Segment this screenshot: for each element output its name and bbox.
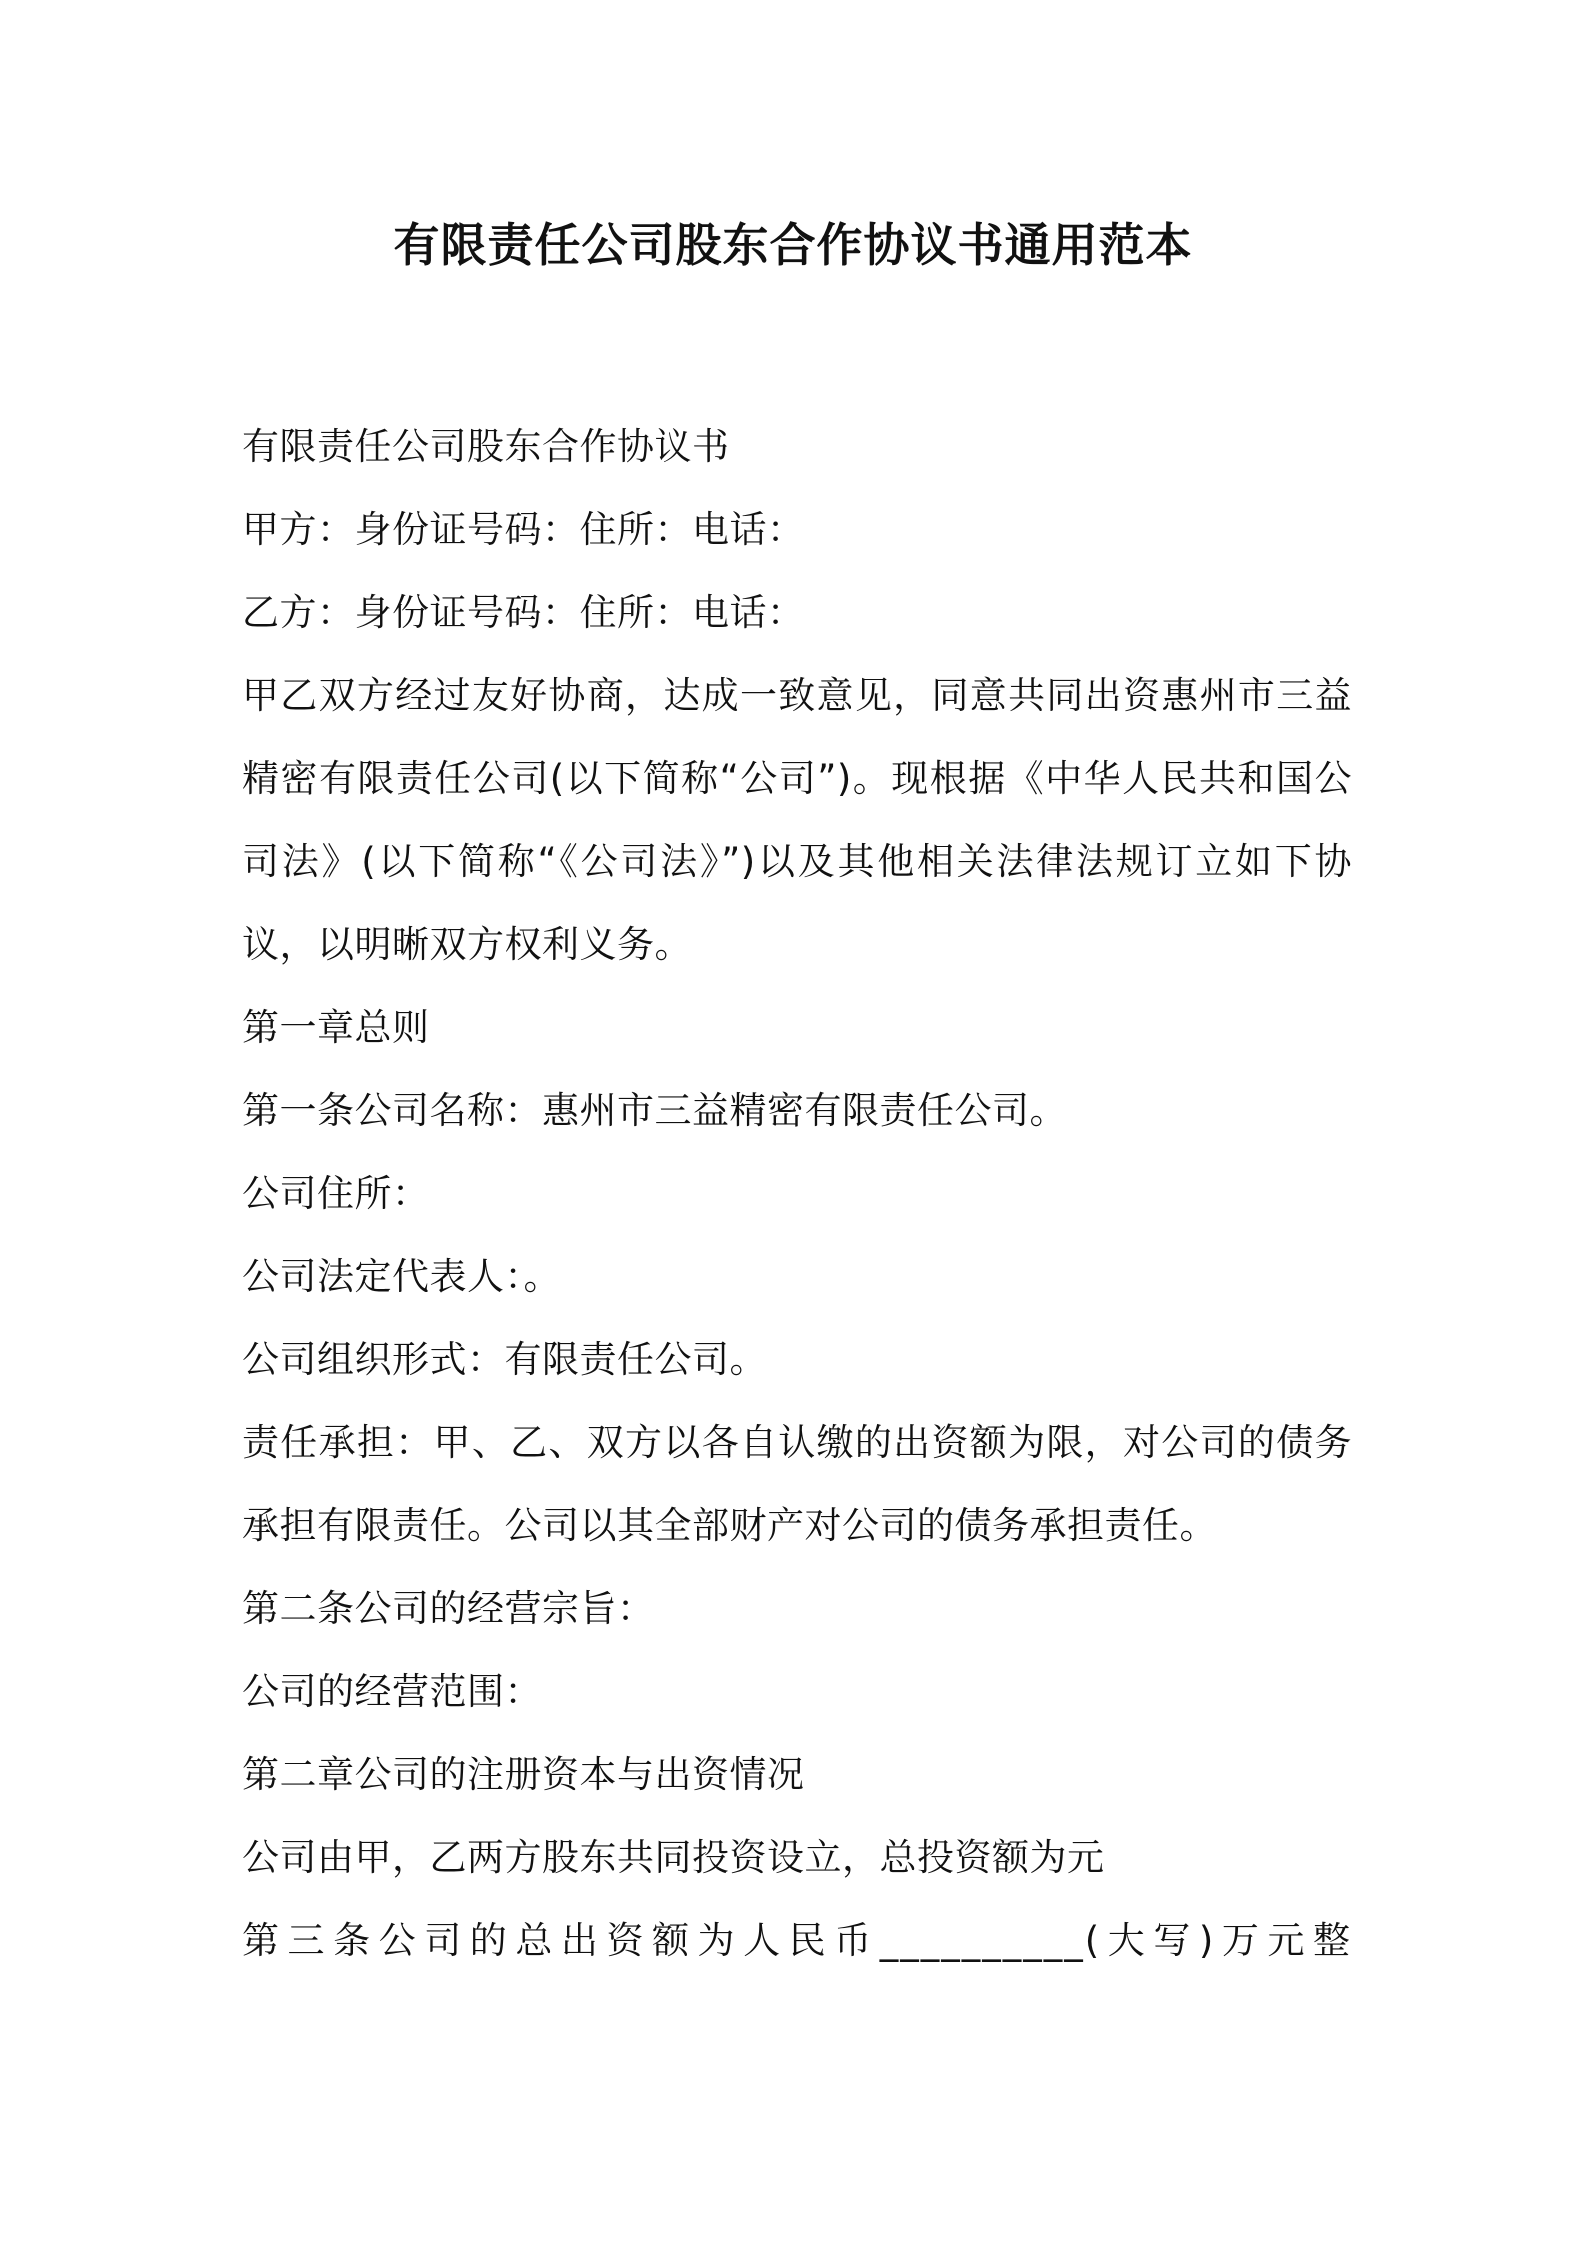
article-3-capital: 第三条公司的总出资额为人民币__________(大写)万元整 bbox=[242, 1919, 1352, 1962]
preamble-paragraph: 甲乙双方经过友好协商，达成一致意见，同意共同出资惠州市三益精密有限责任公司(以下简称“公司”)。现根据《中华人民共和国公司法》(以下简称“《公司法》”)以及其他相关法律法规订立如下协议，以明晰双方权利义务。 bbox=[242, 674, 1352, 966]
investment-line: 公司由甲，乙两方股东共同投资设立，总投资额为元 bbox=[242, 1836, 1105, 1879]
organization-form-line: 公司组织形式：有限责任公司。 bbox=[242, 1338, 767, 1381]
document-body bbox=[242, 405, 1352, 1982]
chapter-2-heading: 第二章公司的注册资本与出资情况 bbox=[242, 1753, 805, 1796]
business-scope-line: 公司的经营范围： bbox=[242, 1670, 542, 1713]
legal-representative-line: 公司法定代表人：。 bbox=[242, 1255, 561, 1298]
company-address-line: 公司住所： bbox=[242, 1172, 430, 1215]
party-a-line: 甲方：身份证号码：住所：电话： bbox=[242, 508, 805, 551]
liability-paragraph: 责任承担：甲、乙、双方以各自认缴的出资额为限，对公司的债务承担有限责任。公司以其全部财产对公司的债务承担责任。 bbox=[242, 1421, 1352, 1547]
agreement-heading: 有限责任公司股东合作协议书 bbox=[242, 425, 730, 468]
article-1-company-name: 第一条公司名称：惠州市三益精密有限责任公司。 bbox=[242, 1089, 1067, 1132]
article-2-purpose: 第二条公司的经营宗旨： bbox=[242, 1587, 655, 1630]
document-title: 有限责任公司股东合作协议书通用范本 bbox=[393, 218, 1193, 272]
party-b-line: 乙方：身份证号码：住所：电话： bbox=[242, 591, 805, 634]
chapter-1-heading: 第一章总则 bbox=[242, 1006, 430, 1049]
